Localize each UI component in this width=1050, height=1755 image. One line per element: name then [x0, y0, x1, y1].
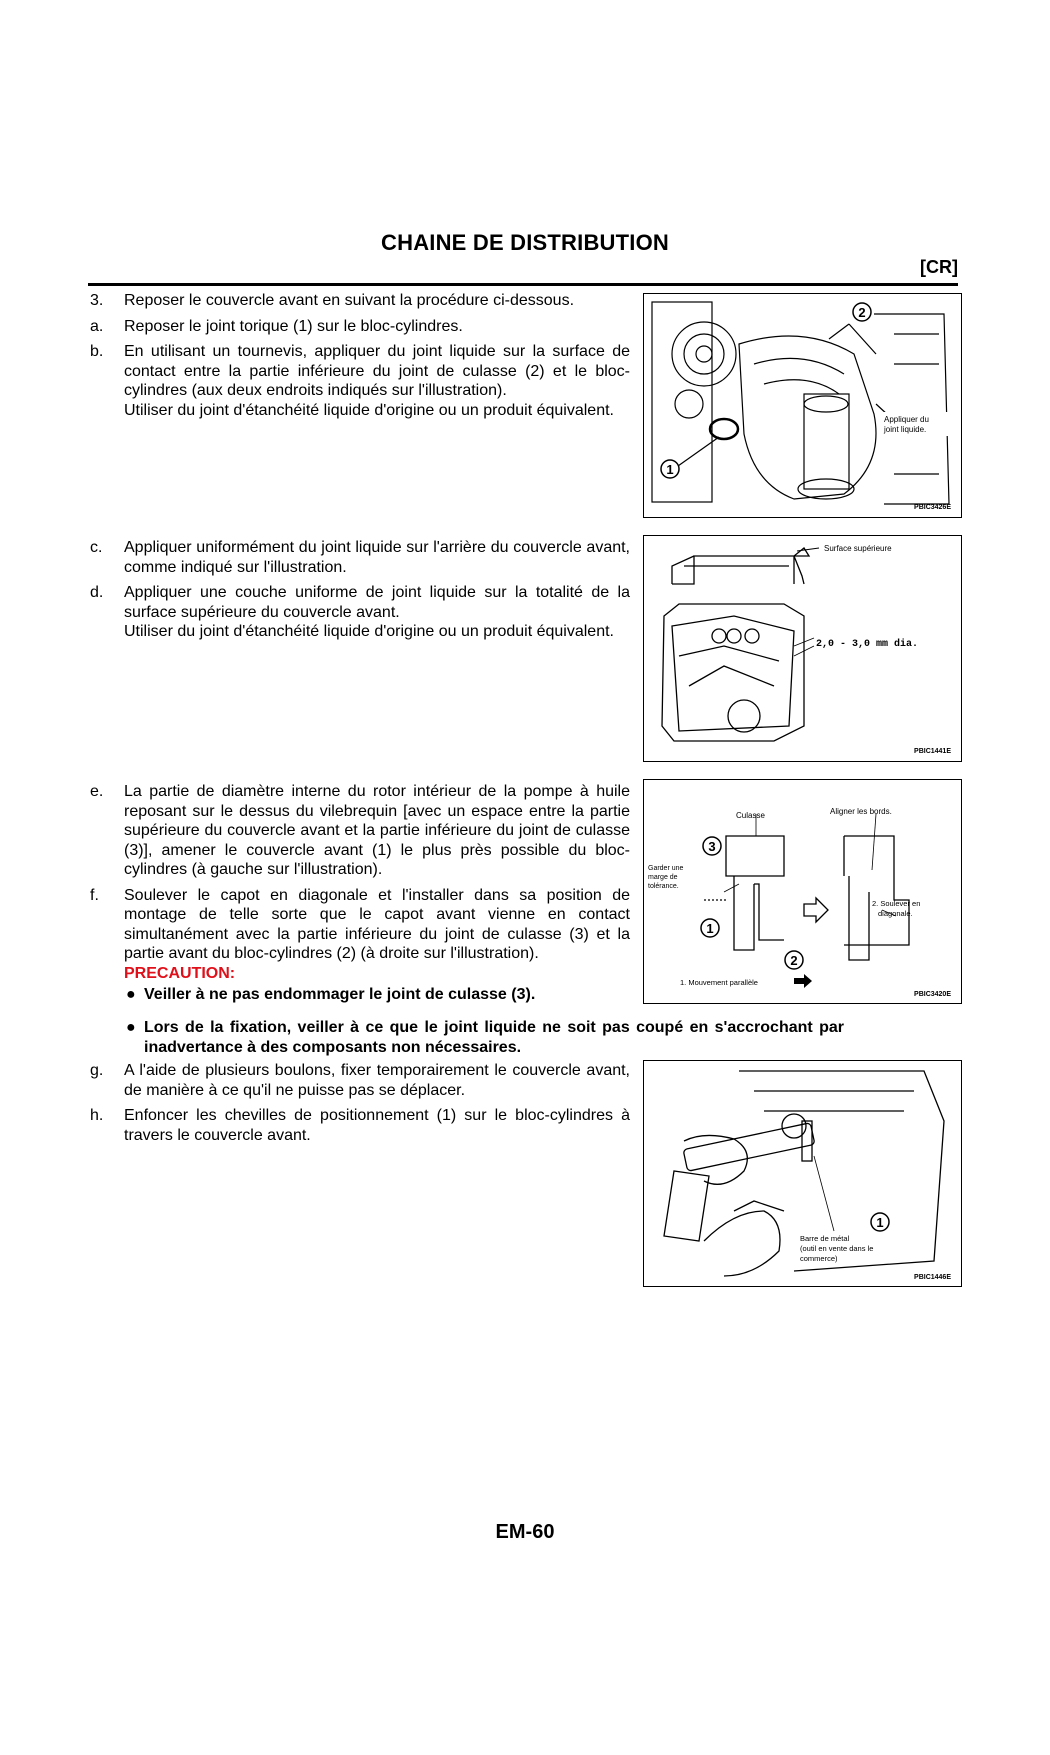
- step-note: Utiliser du joint d'étanchéité liquide d'origine ou un produit équivalent.: [124, 623, 614, 640]
- step-text: Appliquer une couche uniforme de joint liquide sur la totalité de la surface supérieure du couvercle avant.: [124, 584, 630, 621]
- figure-label: diagonale.: [878, 909, 913, 918]
- figure-label: Barre de métal: [800, 1234, 850, 1243]
- step-e: [90, 782, 630, 880]
- figure-label: joint liquide.: [884, 425, 927, 434]
- bullet-text: Veiller à ne pas endommager le joint de culasse (3).: [144, 986, 536, 1003]
- step-label: b.: [90, 343, 104, 360]
- step-g: [90, 1061, 630, 1100]
- page-title: CHAINE DE DISTRIBUTION: [381, 230, 669, 255]
- figure-front-cover-oring: [643, 293, 962, 518]
- text-block-4: [90, 1061, 630, 1151]
- text-block-2: [90, 538, 630, 648]
- step-text: A l'aide de plusieurs boulons, fixer temporairement le couvercle avant, de manière à ce qu'il ne puisse pas se déplacer.: [124, 1062, 630, 1099]
- step-a: [90, 317, 630, 337]
- installation-diagram: [644, 780, 961, 1003]
- cover-illustration: [644, 536, 961, 761]
- figure-code: PBIC1441E: [914, 748, 951, 755]
- step-label: c.: [90, 539, 103, 556]
- text-block-3: [90, 782, 630, 1011]
- callout-1: 1: [876, 1215, 884, 1230]
- precaution-label: PRECAUTION:: [124, 964, 236, 982]
- step-text: Enfoncer les chevilles de positionnement (1) sur le bloc-cylindres à travers le couvercle avant.: [124, 1107, 630, 1144]
- callout-1: 1: [706, 921, 714, 936]
- figure-label: tolérance.: [648, 883, 679, 890]
- section-code: [CR]: [920, 257, 958, 277]
- figure-code: PBIC3426E: [914, 504, 951, 511]
- bullet-dot: ●: [126, 986, 136, 1003]
- arrow-icon: [794, 974, 812, 988]
- header-rule: [88, 283, 958, 286]
- bullet-text: Lors de la fixation, veiller à ce que le joint liquide ne soit pas coupé en s'accrochant par inadvertance à des composants non nécessaires.: [144, 1019, 844, 1056]
- figure-label: Aligner les bords.: [830, 807, 892, 816]
- step-3: [90, 291, 630, 311]
- page-number: EM-60: [495, 1521, 555, 1543]
- callout-3: 3: [708, 839, 716, 854]
- precaution-bullet-2-block: [124, 1016, 844, 1061]
- hammer-illustration: [644, 1061, 961, 1286]
- figure-label: Appliquer du: [884, 415, 929, 424]
- step-text: Soulever le capot en diagonale et l'installer dans sa position de montage de telle sorte que le capot avant vienne en contact simultanément avec la partie inférieure du joint de culasse (3) et la partie avant du bloc-cylindres (2) (à droite sur l'illustration).: [124, 886, 630, 962]
- figure-label: 2. Soulever en: [872, 899, 921, 908]
- callout-1: 1: [666, 462, 674, 477]
- figure-dowel-pin: [643, 1060, 962, 1287]
- step-text: En utilisant un tournevis, appliquer du joint liquide sur la surface de contact entre la partie inférieure du joint de culasse (2) et le bloc-cylindres (aux deux endroits indiqués sur l'illustration).: [124, 343, 630, 399]
- figure-label: 2,0 - 3,0 mm dia.: [816, 639, 919, 650]
- figure-code: PBIC1446E: [914, 1274, 951, 1281]
- callout-2: 2: [858, 305, 866, 320]
- step-text: Appliquer uniformément du joint liquide sur l'arrière du couvercle avant, comme indiqué sur l'illustration.: [124, 539, 630, 576]
- step-label: h.: [90, 1107, 104, 1124]
- step-note: Utiliser du joint d'étanchéité liquide d'origine ou un produit équivalent.: [124, 401, 614, 419]
- figure-label: marge de: [648, 874, 678, 881]
- figure-front-cover-sealant: [643, 535, 962, 762]
- figure-label: Surface supérieure: [824, 544, 892, 553]
- step-h: [90, 1106, 630, 1145]
- figure-label: 1. Mouvement parallèle: [680, 978, 758, 987]
- step-label: d.: [90, 584, 104, 601]
- step-label: e.: [90, 783, 104, 800]
- text-block-1: [90, 291, 630, 426]
- figure-cover-installation: [643, 779, 962, 1004]
- bullet-dot: ●: [126, 1019, 136, 1036]
- figure-label: commerce): [800, 1254, 838, 1263]
- figure-label: Culasse: [736, 811, 765, 820]
- step-label: a.: [90, 317, 104, 335]
- step-b: [90, 342, 630, 420]
- step-label: f.: [90, 886, 99, 904]
- figure-label: (outil en vente dans le: [800, 1244, 874, 1253]
- step-text: La partie de diamètre interne du rotor intérieur de la pompe à huile reposant sur le dessus du vilebrequin [avec un espace entre la partie supérieure du couvercle avant et la partie inférieure du joint de culasse (3)], amener le couvercle avant (1) le plus près possible du bloc-cylindres (à gauche sur l'illustration).: [124, 783, 630, 878]
- step-label: 3.: [90, 292, 104, 309]
- figure-code: PBIC3420E: [914, 991, 951, 998]
- step-f: [90, 886, 630, 1005]
- step-label: g.: [90, 1062, 104, 1079]
- step-text: Reposer le joint torique (1) sur le bloc-cylindres.: [124, 317, 463, 335]
- step-d: [90, 583, 630, 642]
- step-text: Reposer le couvercle avant en suivant la procédure ci-dessous.: [124, 292, 575, 309]
- step-c: [90, 538, 630, 577]
- callout-2: 2: [790, 953, 798, 968]
- precaution-bullet: [124, 1018, 844, 1057]
- figure-label: Garder une: [648, 865, 684, 872]
- engine-illustration: [644, 294, 961, 517]
- precaution-bullet: [124, 985, 630, 1005]
